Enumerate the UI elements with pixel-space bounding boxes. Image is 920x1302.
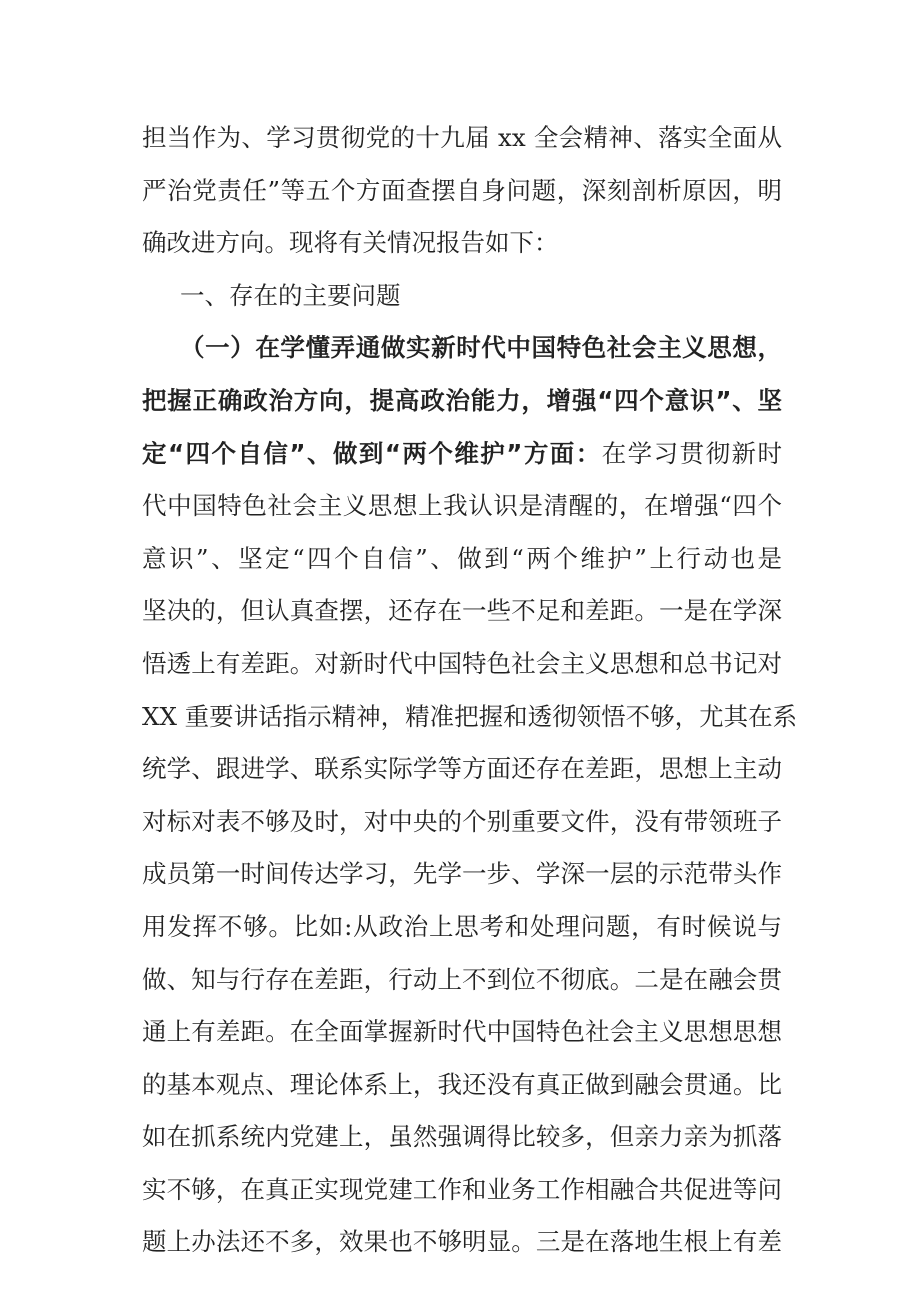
body-line: 做、知与行存在差距，行动上不到位不彻底。二是在融会贯 — [142, 964, 782, 994]
subsection-body-start: 在学习贯彻新时 — [601, 438, 782, 468]
body-line: 统学、跟进学、联系实际学等方面还存在差距，思想上主动 — [142, 754, 782, 784]
body-line: 成员第一时间传达学习，先学一步、学深一层的示范带头作 — [142, 859, 782, 889]
subsection-heading-line-1: （一）在学懂弄通做实新时代中国特色社会主义思想， — [180, 333, 782, 363]
body-line: 意识”、坚定“四个自信”、做到“两个维护”上行动也是 — [142, 543, 782, 573]
body-line: XX 重要讲话指示精神，精准把握和透彻领悟不够，尤其在系 — [142, 701, 798, 731]
body-line: 代中国特色社会主义思想上我认识是清醒的，在增强“四个 — [142, 491, 782, 521]
subsection-heading-tail: 定“四个自信”、做到“两个维护”方面： — [142, 438, 602, 468]
intro-line-3: 确改进方向。现将有关情况报告如下： — [142, 228, 559, 258]
section-heading: 一、存在的主要问题 — [180, 280, 401, 310]
body-line: 悟透上有差距。对新时代中国特色社会主义思想和总书记对 — [142, 648, 782, 678]
subsection-heading-line-3 — [142, 428, 782, 481]
intro-line-1: 担当作为、学习贯彻党的十九届 xx 全会精神、落实全面从 — [142, 123, 782, 152]
body-line: 实不够，在真正实现党建工作和业务工作相融合共促进等问 — [142, 1174, 782, 1204]
body-line: 对标对表不够及时，对中央的个别重要文件，没有带领班子 — [142, 806, 782, 836]
body-line: 通上有差距。在全面掌握新时代中国特色社会主义思想思想 — [142, 1017, 782, 1047]
intro-line-2: 严治党责任”等五个方面查摆自身问题，深刻剖析原因，明 — [142, 175, 782, 205]
body-line: 题上办法还不多，效果也不够明显。三是在落地生根上有差 — [142, 1227, 782, 1257]
body-line: 如在抓系统内党建上，虽然强调得比较多，但亲力亲为抓落 — [142, 1122, 782, 1152]
body-line: 用发挥不够。比如:从政治上思考和处理问题，有时候说与 — [142, 911, 782, 941]
document-body — [142, 112, 798, 1269]
subsection-heading-line-2: 把握正确政治方向，提高政治能力，增强“四个意识”、坚 — [142, 385, 782, 415]
body-line: 坚决的，但认真查摆，还存在一些不足和差距。一是在学深 — [142, 596, 782, 626]
body-line: 的基本观点、理论体系上，我还没有真正做到融会贯通。比 — [142, 1069, 782, 1099]
